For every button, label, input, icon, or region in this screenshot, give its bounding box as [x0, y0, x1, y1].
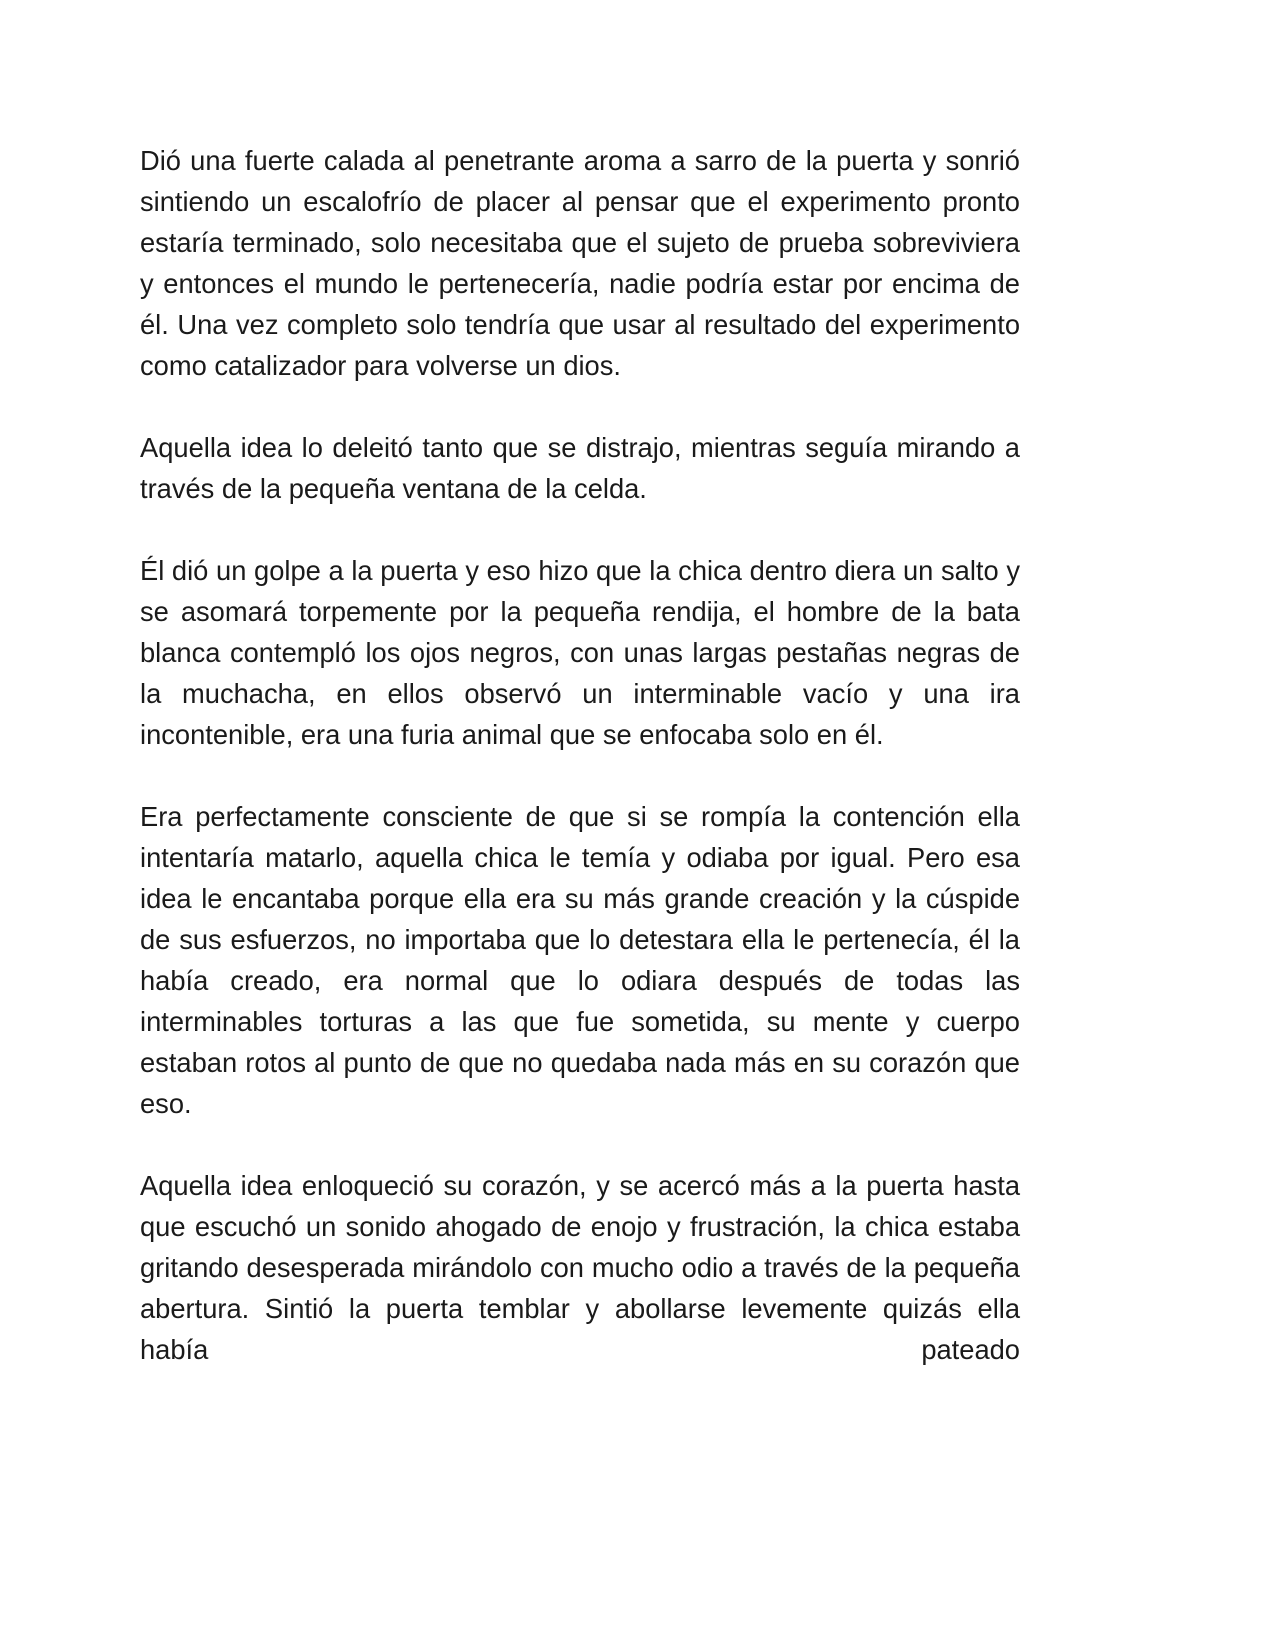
paragraph-2: Aquella idea lo deleitó tanto que se distrajo, mientras seguía mirando a través de la pequeña ventana de la celda. [140, 432, 1020, 504]
paragraph-1: Dió una fuerte calada al penetrante aroma a sarro de la puerta y sonrió sintiendo un escalofrío de placer al pensar que el experimento pronto estaría terminado, solo necesitaba que el sujeto de prueba sobreviviera y entonces el mundo le pertenecería, nadie podría estar por encima de él. Una vez completo solo tendría que usar al resultado del experimento como catalizador para volverse un dios. [140, 145, 1020, 381]
document-body [140, 140, 1020, 1370]
paragraph-3: Él dió un golpe a la puerta y eso hizo que la chica dentro diera un salto y se asomará torpemente por la pequeña rendija, el hombre de la bata blanca contempló los ojos negros, con unas largas pestañas negras de la muchacha, en ellos observó un interminable vacío y una ira incontenible, era una furia animal que se enfocaba solo en él. [140, 555, 1020, 750]
paragraph-5: Aquella idea enloqueció su corazón, y se acercó más a la puerta hasta que escuchó un sonido ahogado de enojo y frustración, la chica estaba gritando desesperada mirándolo con mucho odio a través de la pequeña abertura. Sintió la puerta temblar y abollarse levemente quizás ella había pateado [140, 1170, 1020, 1365]
paragraph-4: Era perfectamente consciente de que si se rompía la contención ella intentaría matarlo, aquella chica le temía y odiaba por igual. Pero esa idea le encantaba porque ella era su más grande creación y la cúspide de sus esfuerzos, no importaba que lo detestara ella le pertenecía, él la había creado, era normal que lo odiara después de todas las interminables torturas a las que fue sometida, su mente y cuerpo estaban rotos al punto de que no quedaba nada más en su corazón que eso. [140, 801, 1020, 1119]
